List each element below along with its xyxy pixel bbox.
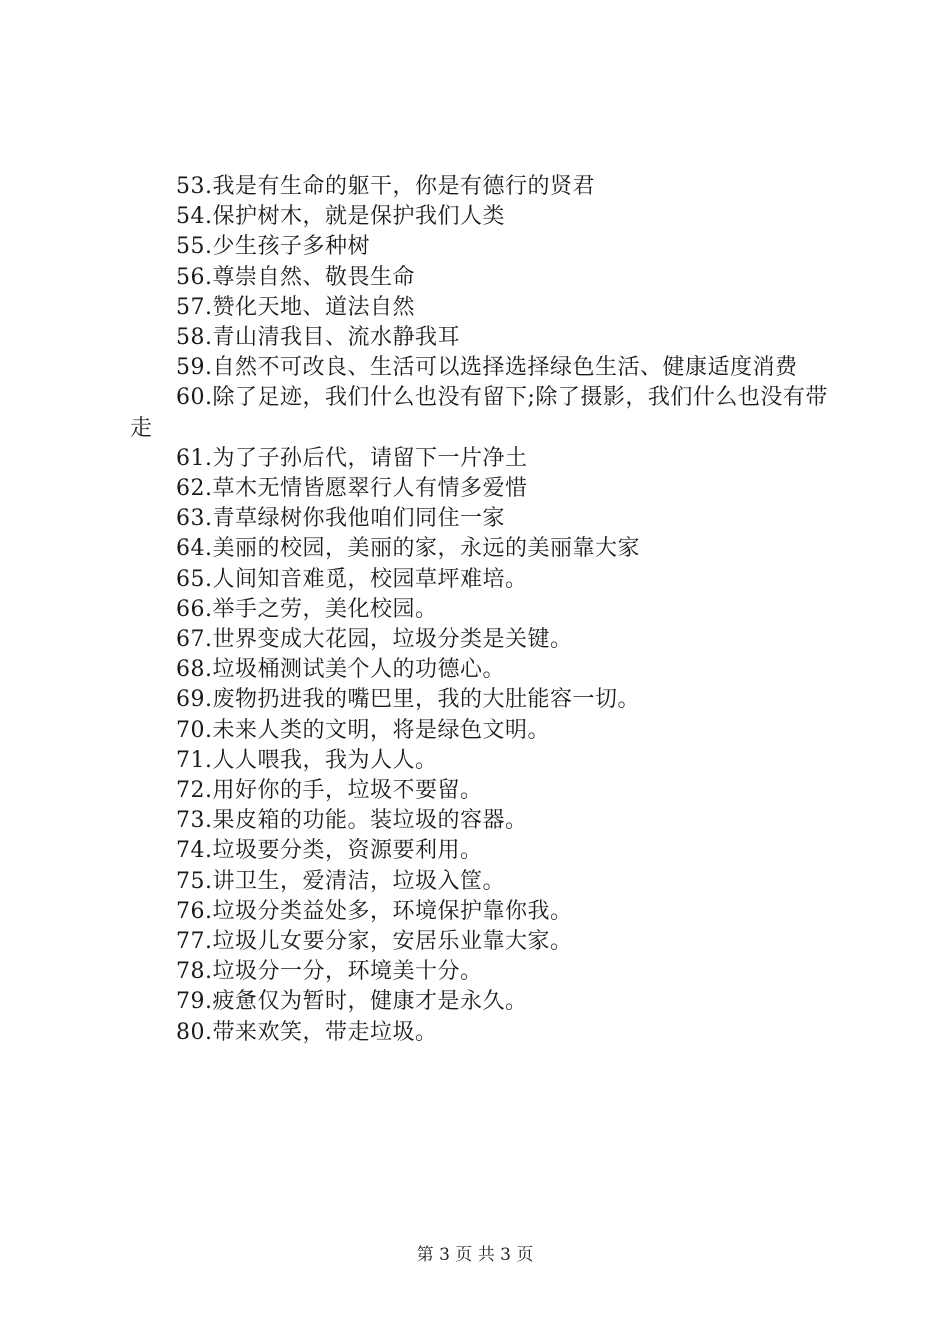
list-item: 58.青山清我目、流水静我耳 <box>176 325 460 351</box>
list-item: 78.垃圾分一分，环境美十分。 <box>176 959 483 985</box>
list-item: 65.人间知音难觅，校园草坪难培。 <box>176 566 528 592</box>
list-item: 74.垃圾要分类，资源要利用。 <box>176 838 483 864</box>
list-item: 75.讲卫生，爱清洁，垃圾入筐。 <box>176 868 505 894</box>
list-item: 69.废物扔进我的嘴巴里，我的大肚能容一切。 <box>176 687 640 713</box>
list-item: 71.人人喂我，我为人人。 <box>176 747 438 773</box>
list-item: 62.草木无情皆愿翠行人有情多爱惜 <box>176 476 528 502</box>
list-item: 76.垃圾分类益处多，环境保护靠你我。 <box>176 898 573 924</box>
list-item: 72.用好你的手，垃圾不要留。 <box>176 778 483 804</box>
list-item: 73.果皮箱的功能。装垃圾的容器。 <box>176 808 528 834</box>
list-item: 59.自然不可改良、生活可以选择选择绿色生活、健康适度消费 <box>176 355 798 381</box>
list-item: 79.疲惫仅为暂时，健康才是永久。 <box>176 989 528 1015</box>
list-item: 67.世界变成大花园，垃圾分类是关键。 <box>176 627 573 653</box>
list-item: 80.带来欢笑，带走垃圾。 <box>176 1019 438 1045</box>
list-item: 56.尊崇自然、敬畏生命 <box>176 264 415 290</box>
list-item: 60.除了足迹，我们什么也没有留下;除了摄影，我们什么也没有带走 <box>130 385 828 441</box>
list-item: 61.为了子孙后代，请留下一片净土 <box>176 445 528 471</box>
list-item: 77.垃圾儿女要分家，安居乐业靠大家。 <box>176 929 573 955</box>
list-item: 54.保护树木，就是保护我们人类 <box>176 204 505 230</box>
list-item: 70.未来人类的文明，将是绿色文明。 <box>176 717 550 743</box>
list-item: 68.垃圾桶测试美个人的功德心。 <box>176 657 505 683</box>
slogan-list <box>130 172 835 1048</box>
list-item: 64.美丽的校园，美丽的家，永远的美丽靠大家 <box>176 536 640 562</box>
list-item: 53.我是有生命的躯干，你是有德行的贤君 <box>176 174 595 199</box>
page-footer <box>0 1243 950 1267</box>
page-number: 第 3 页 共 3 页 <box>416 1245 534 1265</box>
list-item: 63.青草绿树你我他咱们同住一家 <box>176 506 505 532</box>
list-item: 57.赞化天地、道法自然 <box>176 294 415 320</box>
list-item: 55.少生孩子多种树 <box>176 234 370 260</box>
list-item: 66.举手之劳，美化校园。 <box>176 596 438 622</box>
